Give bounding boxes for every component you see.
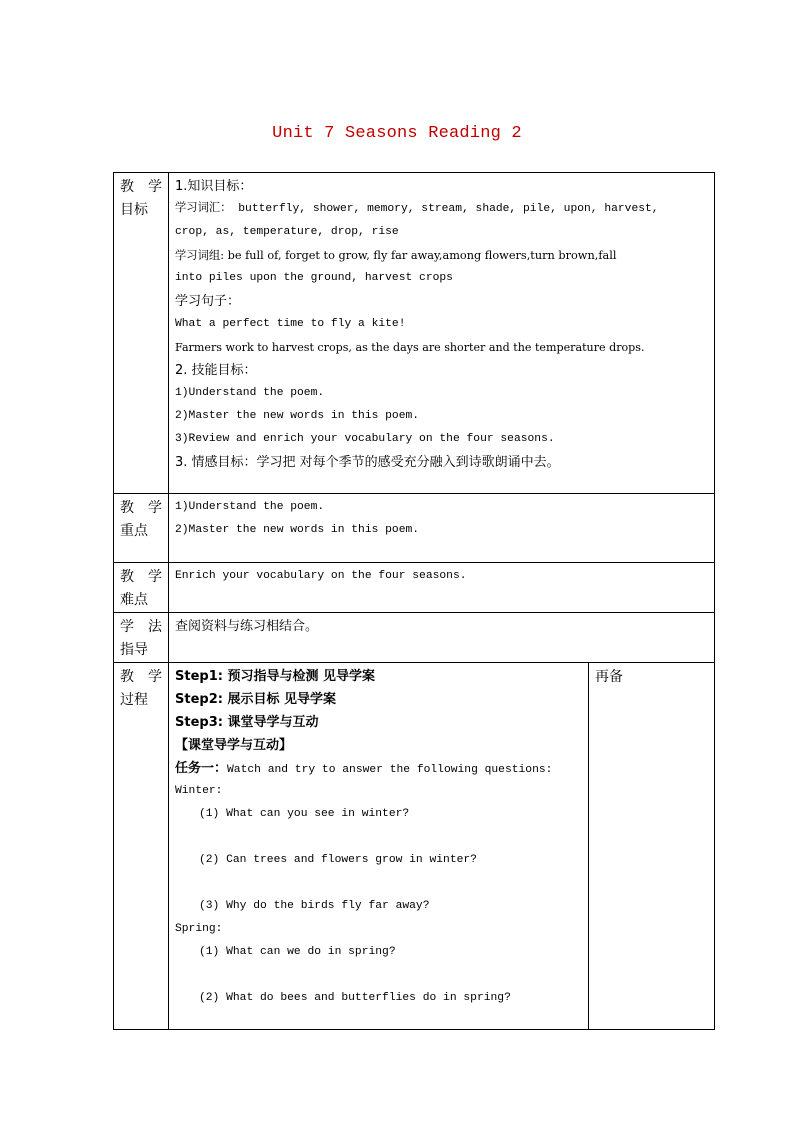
row-process bbox=[114, 663, 715, 1030]
winter-question: (1) What can you see in winter? bbox=[199, 808, 410, 820]
spring-question: (2) What do bees and butterflies do in spring? bbox=[199, 992, 511, 1004]
label-text: 过程 bbox=[120, 692, 148, 708]
label-char: 学 bbox=[148, 669, 162, 685]
row-key-points bbox=[114, 494, 715, 563]
row-method bbox=[114, 613, 715, 663]
task-label: 任务一： bbox=[175, 761, 228, 776]
skill-line: 3)Review and enrich your vocabulary on the four seasons. bbox=[175, 433, 555, 445]
objectives-content bbox=[169, 173, 715, 494]
remark-column: 再备 bbox=[589, 663, 715, 1030]
label-char: 教 bbox=[120, 569, 134, 585]
label-char: 学 bbox=[148, 500, 162, 516]
label-key-points bbox=[114, 494, 169, 563]
skill-line: 2)Master the new words in this poem. bbox=[175, 410, 420, 422]
method-content bbox=[169, 613, 715, 663]
skill-heading: 2. 技能目标： bbox=[175, 363, 257, 378]
task-text: Watch and try to answer the following questions: bbox=[227, 764, 553, 776]
label-char: 教 bbox=[120, 179, 134, 195]
skill-line: 1)Understand the poem. bbox=[175, 387, 325, 399]
label-method bbox=[114, 613, 169, 663]
season-heading-winter: Winter: bbox=[175, 785, 223, 797]
difficulties-content bbox=[169, 563, 715, 613]
knowledge-heading: 1.知识目标： bbox=[175, 179, 253, 194]
label-difficulties bbox=[114, 563, 169, 613]
lesson-plan-table bbox=[113, 172, 715, 1030]
key-points-content bbox=[169, 494, 715, 563]
label-char: 学 bbox=[120, 619, 134, 635]
row-objectives bbox=[114, 173, 715, 494]
label-char: 学 bbox=[148, 179, 162, 195]
label-char: 教 bbox=[120, 500, 134, 516]
emotion-line: 3. 情感目标：学习把 对每个季节的感受充分融入到诗歌朗诵中去。 bbox=[175, 455, 560, 470]
sentence-line: Farmers work to harvest crops, as the days are shorter and the temperature drops. bbox=[175, 341, 645, 354]
label-char: 法 bbox=[148, 619, 162, 635]
label-text: 重点 bbox=[120, 523, 148, 539]
step-1: Step1: 预习指导与检测 见导学案 bbox=[175, 669, 375, 684]
step-3: Step3: 课堂导学与互动 bbox=[175, 715, 319, 730]
label-text: 指导 bbox=[120, 642, 148, 658]
sentence-heading: 学习句子： bbox=[175, 294, 241, 309]
label-text: 难点 bbox=[120, 592, 148, 608]
label-text: 目标 bbox=[120, 202, 148, 218]
key-point-line: 1)Understand the poem. bbox=[175, 501, 325, 513]
row-difficulties bbox=[114, 563, 715, 613]
sentence-line: What a perfect time to fly a kite! bbox=[175, 318, 406, 330]
label-process bbox=[114, 663, 169, 1030]
step-2: Step2: 展示目标 见导学案 bbox=[175, 692, 336, 707]
phrase-line: 学习词组: be full of, forget to grow, fly far away,among flowers,turn brown,fall bbox=[175, 249, 617, 262]
phrase-line: into piles upon the ground, harvest crops bbox=[175, 272, 453, 284]
vocab-line: 学习词汇： butterfly, shower, memory, stream, shade, pile, upon, harvest, bbox=[175, 203, 659, 215]
task-line bbox=[175, 757, 582, 780]
season-heading-spring: Spring: bbox=[175, 923, 223, 935]
label-char: 教 bbox=[120, 669, 134, 685]
process-content bbox=[169, 663, 589, 1030]
spring-question: (1) What can we do in spring? bbox=[199, 946, 396, 958]
page-title: Unit 7 Seasons Reading 2 bbox=[272, 124, 522, 143]
method-line: 查阅资料与练习相结合。 bbox=[175, 619, 319, 634]
key-point-line: 2)Master the new words in this poem. bbox=[175, 524, 420, 536]
difficulty-line: Enrich your vocabulary on the four seasons. bbox=[175, 570, 467, 582]
vocab-line: crop, as, temperature, drop, rise bbox=[175, 226, 399, 238]
label-objectives bbox=[114, 173, 169, 494]
section-heading: 【课堂导学与互动】 bbox=[175, 738, 293, 753]
label-char: 学 bbox=[148, 569, 162, 585]
winter-question: (3) Why do the birds fly far away? bbox=[199, 900, 430, 912]
winter-question: (2) Can trees and flowers grow in winter? bbox=[199, 854, 477, 866]
